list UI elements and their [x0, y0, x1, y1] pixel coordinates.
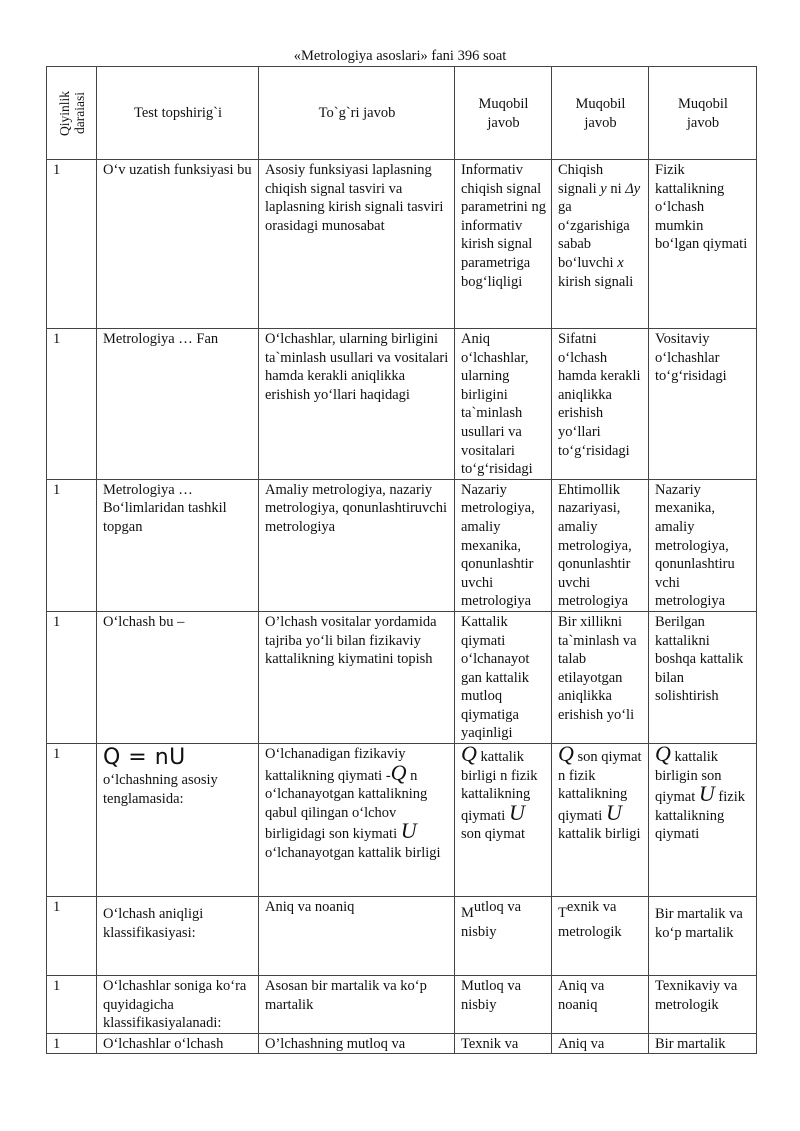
header-alternative-1: Muqobil javob — [455, 67, 552, 160]
table-row — [47, 329, 757, 480]
alternative-3-cell: Nazariy mexanika, amaliy metrologiya, qonunlashtiru vchi metrologiya — [649, 479, 757, 611]
header-row — [47, 67, 757, 160]
alternative-1-cell: Mutloq va nisbiy — [455, 976, 552, 1034]
table-row — [47, 744, 757, 897]
header-alternative-3: Muqobil javob — [649, 67, 757, 160]
difficulty-cell: 1 — [47, 611, 97, 743]
table-row — [47, 1033, 757, 1054]
table-row — [47, 976, 757, 1034]
alternative-1-cell: Mutloq va nisbiy — [455, 897, 552, 976]
equation: Q = nU — [103, 745, 186, 771]
alternative-1-cell: Q kattalik birligi n fizik kattalikning qiymati U son qiymat — [455, 744, 552, 897]
header-task: Test topshirig`i — [97, 67, 259, 160]
table-row — [47, 611, 757, 743]
difficulty-cell: 1 — [47, 329, 97, 480]
difficulty-cell: 1 — [47, 1033, 97, 1054]
alternative-2-cell: Chiqish signali y ni Δy ga o‘zgarishiga sabab bo‘luvchi x kirish signali — [552, 160, 649, 329]
alternative-3-cell: Bir martalik va ko‘p martalik — [649, 897, 757, 976]
task-cell: O‘lchash aniqligi klassifikasiyasi: — [97, 897, 259, 976]
alternative-3-cell: Fizik kattalikning o‘lchash mumkin bo‘lgan qiymati — [649, 160, 757, 329]
difficulty-cell: 1 — [47, 897, 97, 976]
alternative-2-cell: Aniq va noaniq — [552, 976, 649, 1034]
test-table — [46, 66, 757, 1054]
difficulty-cell: 1 — [47, 976, 97, 1034]
alternative-2-cell: Sifatni o‘lchash hamda kerakli aniqlikka erishish yo‘llari to‘g‘risidagi — [552, 329, 649, 480]
correct-answer-cell: O’lchashning mutloq va — [259, 1033, 455, 1054]
alternative-3-cell: Texnikaviy va metrologik — [649, 976, 757, 1034]
alternative-1-cell: Kattalik qiymati o‘lchanayot gan kattalik mutloq qiymatiga yaqinligi — [455, 611, 552, 743]
alternative-1-cell: Nazariy metrologiya, amaliy mexanika, qonunlashtir uvchi metrologiya — [455, 479, 552, 611]
task-cell: Q = nU o‘lchashning asosiy tenglamasida: — [97, 744, 259, 897]
difficulty-cell: 1 — [47, 160, 97, 329]
table-row — [47, 479, 757, 611]
correct-answer-cell: O‘lchanadigan fizikaviy kattalikning qiymati -Q n o‘lchanayotgan kattalikning qabul qilingan o‘lchov birligidagi son kiymati U o‘lchanayotgan kattalik birligi — [259, 744, 455, 897]
alternative-3-cell: Vositaviy o‘lchashlar to‘g‘risidagi — [649, 329, 757, 480]
alternative-2-cell: Texnik va metrologik — [552, 897, 649, 976]
alternative-2-cell: Q son qiymat n fizik kattalikning qiymati U kattalik birligi — [552, 744, 649, 897]
alternative-1-cell: Texnik va — [455, 1033, 552, 1054]
header-difficulty: Qiyinlik daraiasi — [47, 67, 97, 160]
alternative-3-cell: Bir martalik — [649, 1033, 757, 1054]
header-correct-answer: To`g`ri javob — [259, 67, 455, 160]
task-cell: O‘v uzatish funksiyasi bu — [97, 160, 259, 329]
correct-answer-cell: O’lchash vositalar yordamida tajriba yo‘li bilan fizikaviy kattalikning kiymatini topish — [259, 611, 455, 743]
header-alternative-2: Muqobil javob — [552, 67, 649, 160]
table-row — [47, 160, 757, 329]
difficulty-cell: 1 — [47, 744, 97, 897]
difficulty-cell: 1 — [47, 479, 97, 611]
task-cell: O‘lchash bu – — [97, 611, 259, 743]
correct-answer-cell: O‘lchashlar, ularning birligini ta`minlash usullari va vositalari hamda kerakli aniqlikka erishish yo‘llari haqidagi — [259, 329, 455, 480]
task-cell: Metrologiya … Fan — [97, 329, 259, 480]
task-cell: Metrologiya … Bo‘limlaridan tashkil topgan — [97, 479, 259, 611]
alternative-1-cell: Aniq o‘lchashlar, ularning birligini ta`minlash usullari va vositalari to‘g‘risidagi — [455, 329, 552, 480]
correct-answer-cell: Asosan bir martalik va ko‘p martalik — [259, 976, 455, 1034]
alternative-2-cell: Bir xillikni ta`minlash va talab etilayotgan aniqlikka erishish yo‘li — [552, 611, 649, 743]
task-cell: O‘lchashlar o‘lchash — [97, 1033, 259, 1054]
correct-answer-cell: Aniq va noaniq — [259, 897, 455, 976]
correct-answer-cell: Amaliy metrologiya, nazariy metrologiya, qonunlashtiruvchi metrologiya — [259, 479, 455, 611]
table-row — [47, 897, 757, 976]
alternative-1-cell: Informativ chiqish signal parametrini ng informativ kirish signal parametriga bog‘liqligi — [455, 160, 552, 329]
alternative-2-cell: Ehtimollik nazariyasi, amaliy metrologiya, qonunlashtir uvchi metrologiya — [552, 479, 649, 611]
alternative-3-cell: Q kattalik birligin son qiymat U fizik kattalikning qiymati — [649, 744, 757, 897]
correct-answer-cell: Asosiy funksiyasi laplasning chiqish signal tasviri va laplasning kirish signali tasviri orasidagi munosabat — [259, 160, 455, 329]
alternative-3-cell: Berilgan kattalikni boshqa kattalik bilan solishtirish — [649, 611, 757, 743]
document-title: «Metrologiya asoslari» fani 396 soat — [293, 48, 507, 64]
alternative-2-cell: Aniq va — [552, 1033, 649, 1054]
task-cell: O‘lchashlar soniga ko‘ra quyidagicha klassifikasiyalanadi: — [97, 976, 259, 1034]
